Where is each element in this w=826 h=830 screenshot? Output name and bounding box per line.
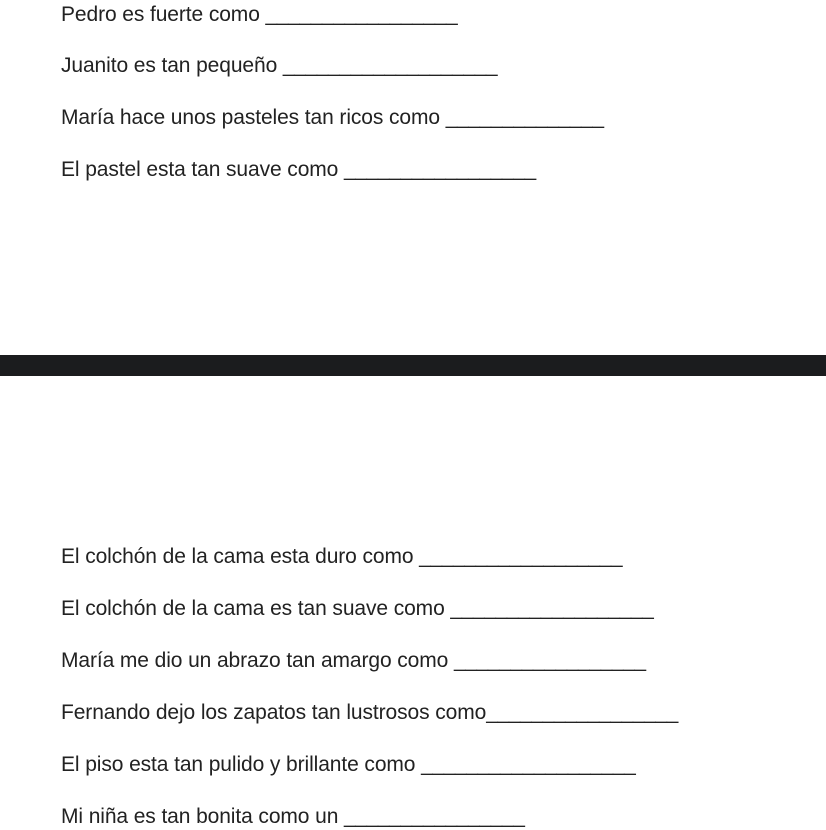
page-divider (0, 355, 826, 376)
worksheet-item (61, 105, 604, 131)
worksheet-top-section (0, 0, 826, 355)
worksheet-item (61, 700, 678, 726)
answer-blank: ___________________ (282, 54, 498, 77)
item-text: El colchón de la cama esta duro como (61, 545, 420, 568)
worksheet-item (61, 53, 497, 79)
worksheet-bottom-section (0, 376, 826, 829)
item-text: Pedro es fuerte como (61, 3, 266, 26)
worksheet-item (61, 157, 536, 183)
item-text: El colchón de la cama es tan suave como (61, 597, 451, 620)
item-text: Mi niña es tan bonita como un (61, 805, 345, 828)
worksheet-item (61, 596, 653, 622)
worksheet-item (61, 2, 457, 28)
answer-blank: _________________ (265, 3, 458, 26)
answer-blank: _________________ (344, 158, 536, 181)
item-text: María me dio un abrazo tan amargo como (61, 649, 454, 672)
answer-blank: __________________ (419, 545, 623, 568)
answer-blank: ________________ (344, 805, 525, 828)
answer-blank: ______________ (445, 106, 604, 129)
answer-blank: _________________ (486, 701, 678, 724)
item-text: Juanito es tan pequeño (61, 54, 283, 77)
answer-blank: _________________ (453, 649, 646, 672)
item-text: María hace unos pasteles tan ricos como (61, 106, 446, 129)
answer-blank: __________________ (450, 597, 654, 620)
worksheet-item (61, 752, 635, 778)
answer-blank: ___________________ (421, 753, 636, 776)
worksheet-item (61, 648, 646, 674)
worksheet-item (61, 544, 622, 570)
item-text: El piso esta tan pulido y brillante como (61, 753, 422, 776)
worksheet-item (61, 804, 524, 830)
item-text: El pastel esta tan suave como (61, 158, 344, 181)
item-text: Fernando dejo los zapatos tan lustrosos como (61, 701, 487, 724)
